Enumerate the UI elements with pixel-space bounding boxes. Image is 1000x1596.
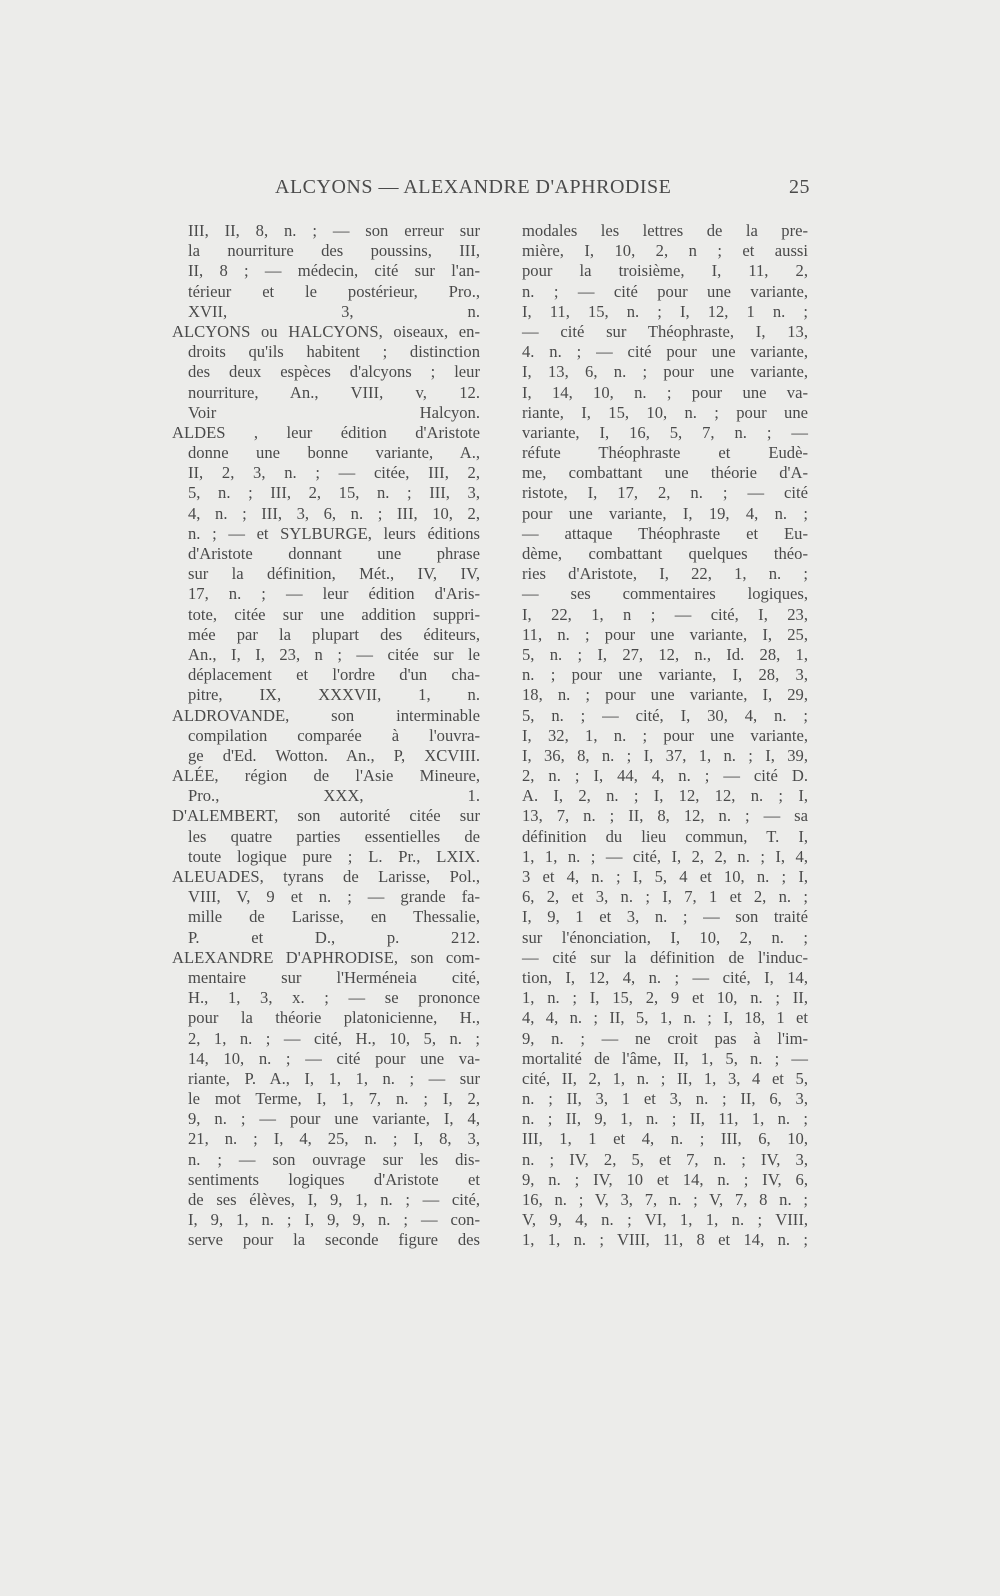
page-number: 25 — [789, 176, 810, 198]
index-entry-line: 18, n. ; pour une variante, I, 29, — [522, 685, 808, 705]
index-entry-line: 17, n. ; — leur édition d'Aris- — [188, 584, 480, 604]
index-entry-headword-line: ALEXANDRE D'APHRODISE, son com- — [172, 947, 480, 967]
index-entry-line: I, 14, 10, n. ; pour une va- — [522, 382, 808, 402]
index-entry-line: me, combattant une théorie d'A- — [522, 463, 808, 483]
index-entry-line: 5, n. ; I, 27, 12, n., Id. 28, 1, — [522, 644, 808, 664]
index-entry-line: 1, n. ; I, 15, 2, 9 et 10, n. ; II, — [522, 988, 808, 1008]
index-entry-line: 21, n. ; I, 4, 25, n. ; I, 8, 3, — [188, 1129, 480, 1149]
index-entry-line: Pro., XXX, 1. — [188, 786, 480, 806]
index-entry-line: ge d'Ed. Wotton. An., P, XCVIII. — [188, 745, 480, 765]
index-entry-line: ries d'Aristote, I, 22, 1, n. ; — [522, 564, 808, 584]
index-entry-line: n. ; II, 3, 1 et 3, n. ; II, 6, 3, — [522, 1089, 808, 1109]
index-entry-headword-line: ALÉE, région de l'Asie Mineure, — [172, 766, 480, 786]
index-entry-line: I, 11, 15, n. ; I, 12, 1 n. ; — [522, 301, 808, 321]
index-entry-line: sur l'énonciation, I, 10, 2, n. ; — [522, 927, 808, 947]
index-entry-line: nourriture, An., VIII, v, 12. — [188, 382, 480, 402]
index-entry-line: mière, I, 10, 2, n ; et aussi — [522, 241, 808, 261]
index-entry-line: I, 9, 1 et 3, n. ; — son traité — [522, 907, 808, 927]
index-entry-line: les quatre parties essentielles de — [188, 826, 480, 846]
index-entry-line: I, 22, 1, n ; — cité, I, 23, — [522, 604, 808, 624]
index-entry-line: mée par la plupart des éditeurs, — [188, 624, 480, 644]
index-entry-line: — ses commentaires logiques, — [522, 584, 808, 604]
index-entry-line: pour la théorie platonicienne, H., — [188, 1008, 480, 1028]
index-column-right — [522, 221, 808, 1251]
index-entry-line: droits qu'ils habitent ; distinction — [188, 342, 480, 362]
index-entry-line: V, 9, 4, n. ; VI, 1, 1, n. ; VIII, — [522, 1210, 808, 1230]
index-entry-line: III, 1, 1 et 4, n. ; III, 6, 10, — [522, 1129, 808, 1149]
index-entry-line: XVII, 3, n. — [188, 301, 480, 321]
index-entry-line: mortalité de l'âme, II, 1, 5, n. ; — — [522, 1048, 808, 1068]
index-entry-line: 14, 10, n. ; — cité pour une va- — [188, 1048, 480, 1068]
index-entry-line: 13, 7, n. ; II, 8, 12, n. ; — sa — [522, 806, 808, 826]
index-entry-line: donne une bonne variante, A., — [188, 443, 480, 463]
index-entry-line: serve pour la seconde figure des — [188, 1230, 480, 1250]
index-entry-line: 2, n. ; I, 44, 4, n. ; — cité D. — [522, 766, 808, 786]
running-head — [170, 176, 810, 202]
index-entry-line: 3 et 4, n. ; I, 5, 4 et 10, n. ; I, — [522, 867, 808, 886]
index-entry-line: — cité sur la définition de l'induc- — [522, 947, 808, 967]
index-entry-line: n. ; IV, 2, 5, et 7, n. ; IV, 3, — [522, 1149, 808, 1169]
index-entry-line: tion, I, 12, 4, n. ; — cité, I, 14, — [522, 967, 808, 987]
index-entry-line: H., 1, 3, x. ; — se prononce — [188, 988, 480, 1008]
index-entry-line: n. ; — et SYLBURGE, leurs éditions — [188, 523, 480, 543]
index-entry-line: 5, n. ; III, 2, 15, n. ; III, 3, — [188, 483, 480, 503]
index-entry-line: modales les lettres de la pre- — [522, 221, 808, 240]
index-entry-line: pour la troisième, I, 11, 2, — [522, 261, 808, 281]
index-entry-line: 4. n. ; — cité pour une variante, — [522, 342, 808, 362]
index-entry-line: I, 36, 8, n. ; I, 37, 1, n. ; I, 39, — [522, 745, 808, 765]
index-entry-line: des deux espèces d'alcyons ; leur — [188, 362, 480, 382]
index-entry-line: 9, n. ; — ne croit pas à l'im- — [522, 1028, 808, 1048]
index-entry-line: I, 9, 1, n. ; I, 9, 9, n. ; — con- — [188, 1210, 480, 1230]
index-entry-line: réfute Théophraste et Eudè- — [522, 443, 808, 463]
index-entry-line: — attaque Théophraste et Eu- — [522, 523, 808, 543]
index-entry-line: mille de Larisse, en Thessalie, — [188, 907, 480, 927]
index-entry-headword-line: ALCYONS ou HALCYONS, oiseaux, en- — [172, 321, 480, 341]
index-entry-headword-line: ALDES , leur édition d'Aristote — [172, 422, 480, 442]
index-entry-line: — cité sur Théophraste, I, 13, — [522, 321, 808, 341]
index-entry-line: 5, n. ; — cité, I, 30, 4, n. ; — [522, 705, 808, 725]
index-entry-line: II, 8 ; — médecin, cité sur l'an- — [188, 261, 480, 281]
index-entry-line: compilation comparée à l'ouvra- — [188, 725, 480, 745]
index-entry-line: déplacement et l'ordre d'un cha- — [188, 665, 480, 685]
index-entry-line: P. et D., p. 212. — [188, 927, 480, 947]
index-entry-line: 6, 2, et 3, n. ; I, 7, 1 et 2, n. ; — [522, 887, 808, 907]
index-entry-headword-line: ALDROVANDE, son interminable — [172, 705, 480, 725]
index-entry-headword-line: D'ALEMBERT, son autorité citée sur — [172, 806, 480, 826]
index-entry-line: ristote, I, 17, 2, n. ; — cité — [522, 483, 808, 503]
index-entry-line: toute logique pure ; L. Pr., LXIX. — [188, 846, 480, 866]
index-entry-line: 1, 1, n. ; — cité, I, 2, 2, n. ; I, 4, — [522, 846, 808, 866]
index-entry-line: Voir Halcyon. — [188, 402, 480, 422]
index-entry-line: la nourriture des poussins, III, — [188, 241, 480, 261]
index-entry-line: I, 32, 1, n. ; pour une variante, — [522, 725, 808, 745]
index-entry-line: An., I, I, 23, n ; — citée sur le — [188, 644, 480, 664]
index-entry-line: 4, n. ; III, 3, 6, n. ; III, 10, 2, — [188, 503, 480, 523]
index-entry-line: 9, n. ; — pour une variante, I, 4, — [188, 1109, 480, 1129]
index-entry-line: riante, I, 15, 10, n. ; pour une — [522, 402, 808, 422]
index-entry-line: 4, 4, n. ; II, 5, 1, n. ; I, 18, 1 et — [522, 1008, 808, 1028]
index-entry-line: cité, II, 2, 1, n. ; II, 1, 3, 4 et 5, — [522, 1068, 808, 1088]
index-entry-line: d'Aristote donnant une phrase — [188, 544, 480, 563]
index-entry-line: VIII, V, 9 et n. ; — grande fa- — [188, 887, 480, 907]
index-entry-line: sur la définition, Mét., IV, IV, — [188, 564, 480, 584]
index-entry-line: définition du lieu commun, T. I, — [522, 826, 808, 846]
index-entry-line: tote, citée sur une addition suppri- — [188, 604, 480, 624]
index-entry-line: le mot Terme, I, 1, 7, n. ; I, 2, — [188, 1089, 480, 1109]
index-entry-line: 16, n. ; V, 3, 7, n. ; V, 7, 8 n. ; — [522, 1190, 808, 1209]
index-entry-line: 2, 1, n. ; — cité, H., 10, 5, n. ; — [188, 1028, 480, 1048]
index-entry-line: mentaire sur l'Herméneia cité, — [188, 967, 480, 987]
index-entry-line: sentiments logiques d'Aristote et — [188, 1169, 480, 1189]
index-entry-line: pitre, IX, XXXVII, 1, n. — [188, 685, 480, 705]
index-entry-line: riante, P. A., I, 1, 1, n. ; — sur — [188, 1068, 480, 1088]
index-entry-line: II, 2, 3, n. ; — citée, III, 2, — [188, 463, 480, 483]
index-entry-line: n. ; — cité pour une variante, — [522, 281, 808, 301]
index-entry-line: dème, combattant quelques théo- — [522, 544, 808, 563]
index-entry-line: n. ; II, 9, 1, n. ; II, 11, 1, n. ; — [522, 1109, 808, 1129]
index-entry-line: 9, n. ; IV, 10 et 14, n. ; IV, 6, — [522, 1169, 808, 1189]
index-entry-line: 1, 1, n. ; VIII, 11, 8 et 14, n. ; — [522, 1230, 808, 1250]
running-title: ALCYONS — ALEXANDRE D'APHRODISE — [275, 176, 672, 198]
index-entry-line: térieur et le postérieur, Pro., — [188, 281, 480, 301]
index-entry-line: III, II, 8, n. ; — son erreur sur — [188, 221, 480, 240]
index-entry-line: de ses élèves, I, 9, 1, n. ; — cité, — [188, 1190, 480, 1209]
index-entry-headword-line: ALEUADES, tyrans de Larisse, Pol., — [172, 867, 480, 886]
index-entry-line: variante, I, 16, 5, 7, n. ; — — [522, 422, 808, 442]
index-column-left — [172, 221, 480, 1251]
index-entry-line: 11, n. ; pour une variante, I, 25, — [522, 624, 808, 644]
index-entry-line: n. ; — son ouvrage sur les dis- — [188, 1149, 480, 1169]
index-entry-line: n. ; pour une variante, I, 28, 3, — [522, 665, 808, 685]
index-entry-line: pour une variante, I, 19, 4, n. ; — [522, 503, 808, 523]
index-entry-line: A. I, 2, n. ; I, 12, 12, n. ; I, — [522, 786, 808, 806]
index-entry-line: I, 13, 6, n. ; pour une variante, — [522, 362, 808, 382]
